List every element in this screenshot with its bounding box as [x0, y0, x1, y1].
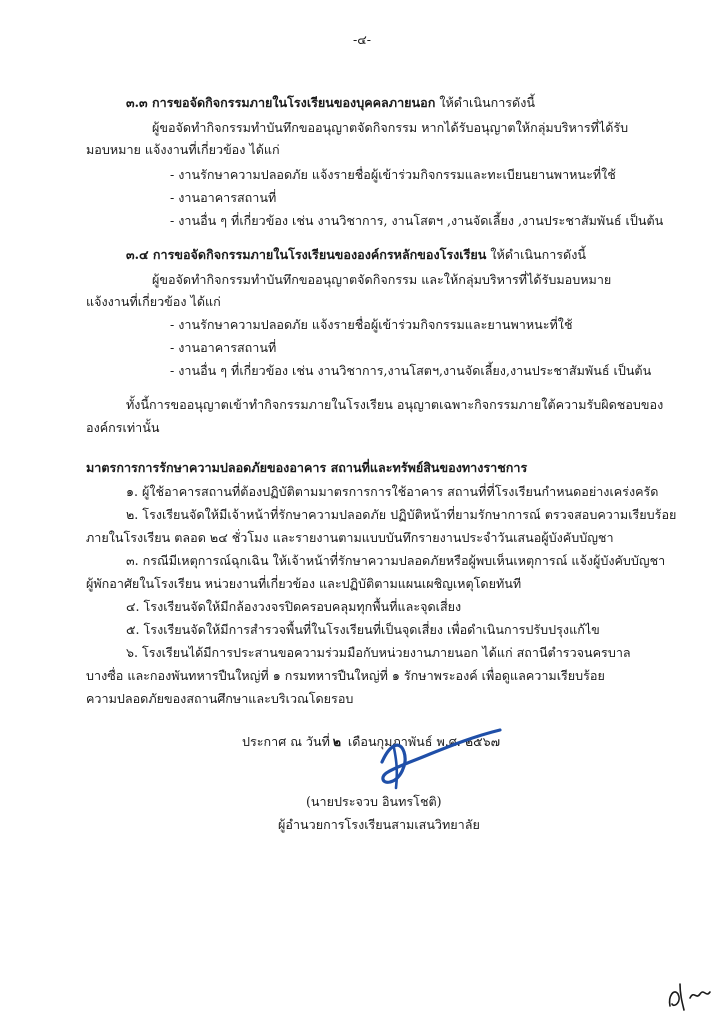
section-3-4-item: - งานรักษาความปลอดภัย แจ้งรายชื่อผู้เข้าร่วมกิจกรรมและยานพาหนะที่ใช้ — [170, 317, 573, 332]
section-3-4-title: ๓.๔ การขอจัดกิจกรรมภายในโรงเรียนขององค์กรหลักของโรงเรียน — [126, 247, 487, 262]
section-3-4-title-tail: ให้ดำเนินการดังนี้ — [490, 247, 586, 262]
measure-item-3-line-2: ผู้พักอาศัยในโรงเรียน หน่วยงานที่เกี่ยวข้อง และปฏิบัติตามแผนเผชิญเหตุโดยทันที — [86, 576, 522, 591]
measure-item-4: ๔. โรงเรียนจัดให้มีกล้องวงจรปิดครอบคลุมทุกพื้นที่และจุดเสี่ยง — [126, 599, 462, 614]
signer-title: ผู้อำนวยการโรงเรียนสามเสนวิทยาลัย — [278, 817, 480, 832]
announcement-prefix: ประกาศ ณ วันที่ — [242, 734, 330, 749]
section-3-3-item: - งานรักษาความปลอดภัย แจ้งรายชื่อผู้เข้าร่วมกิจกรรมและทะเบียนยานพาหนะที่ใช้ — [170, 167, 616, 182]
page-number: -๔- — [352, 32, 372, 47]
section-3-3-heading — [126, 91, 535, 114]
section-3-3-title-tail: ให้ดำเนินการดังนี้ — [439, 95, 535, 110]
note-line-2: องค์กรเท่านั้น — [86, 420, 160, 435]
section-3-4-item: - งานอื่น ๆ ที่เกี่ยวข้อง เช่น งานวิชาการ,งานโสตฯ,งานจัดเลี้ยง,งานประชาสัมพันธ์ เป็นต้น — [170, 363, 652, 378]
measures-heading: มาตรการการรักษาความปลอดภัยของอาคาร สถานที่และทรัพย์สินของทางราชการ — [86, 460, 528, 475]
section-3-3-item: - งานอื่น ๆ ที่เกี่ยวข้อง เช่น งานวิชาการ, งานโสตฯ ,งานจัดเลี้ยง ,งานประชาสัมพันธ์ เป็นต้น — [170, 213, 664, 228]
measure-item-6-line-1: ๖. โรงเรียนได้มีการประสานขอความร่วมมือกับหน่วยงานภายนอก ได้แก่ สถานีตำรวจนครบาล — [126, 645, 631, 660]
section-3-4-paragraph-line-1: ผู้ขอจัดทำกิจกรรมทำบันทึกขออนุญาตจัดกิจกรรม และให้กลุ่มบริหารที่ได้รับมอบหมาย — [152, 272, 612, 287]
measure-item-1: ๑. ผู้ใช้อาคารสถานที่ต้องปฏิบัติตามมาตรการการใช้อาคาร สถานที่ที่โรงเรียนกำหนดอย่างเคร่งครัด — [126, 484, 659, 499]
signature-mark — [360, 722, 510, 792]
initials-mark — [664, 976, 714, 1014]
measure-item-6-line-3: ความปลอดภัยของสถานศึกษาและบริเวณโดยรอบ — [86, 691, 354, 706]
announcement-suffix: เดือนกุมภาพันธ์ พ.ศ. ๒๕๖๗ — [347, 734, 501, 749]
signer-name: (นายประจวบ อินทรโชติ) — [306, 794, 442, 809]
section-3-4-heading — [126, 243, 586, 266]
measure-item-5: ๕. โรงเรียนจัดให้มีการสำรวจพื้นที่ในโรงเรียนที่เป็นจุดเสี่ยง เพื่อดำเนินการปรับปรุงแก้ไข — [126, 622, 600, 637]
section-3-3-paragraph-line-2: มอบหมาย แจ้งงานที่เกี่ยวข้อง ได้แก่ — [86, 142, 280, 157]
section-3-3-paragraph-line-1: ผู้ขอจัดทำกิจกรรมทำบันทึกขออนุญาตจัดกิจกรรม หากได้รับอนุญาตให้กลุ่มบริหารที่ได้รับ — [152, 120, 629, 135]
section-3-4-paragraph-line-2: แจ้งงานที่เกี่ยวข้อง ได้แก่ — [86, 294, 221, 309]
measure-item-2-line-2: ภายในโรงเรียน ตลอด ๒๔ ชั่วโมง และรายงานตามแบบบันทึกรายงานประจำวันเสนอผู้บังคับบัญชา — [86, 530, 614, 545]
measure-item-3-line-1: ๓. กรณีมีเหตุการณ์ฉุกเฉิน ให้เจ้าหน้าที่รักษาความปลอดภัยหรือผู้พบเห็นเหตุการณ์ แจ้งผู้บังคับบัญชา — [126, 553, 666, 568]
note-line-1: ทั้งนี้การขออนุญาตเข้าทำกิจกรรมภายในโรงเรียน อนุญาตเฉพาะกิจกรรมภายใต้ความรับผิดชอบของ — [126, 397, 664, 412]
section-3-4-item: - งานอาคารสถานที่ — [170, 340, 277, 355]
announcement-day: ๒ — [332, 734, 342, 749]
section-3-3-item: - งานอาคารสถานที่ — [170, 190, 277, 205]
measure-item-6-line-2: บางซื่อ และกองพันทหารปืนใหญ่ที่ ๑ กรมทหารปืนใหญ่ที่ ๑ รักษาพระองค์ เพื่อดูแลความเรียบร้อย — [86, 668, 605, 683]
measure-item-2-line-1: ๒. โรงเรียนจัดให้มีเจ้าหน้าที่รักษาความปลอดภัย ปฏิบัติหน้าที่ยามรักษาการณ์ ตรวจสอบความเรียบร้อย — [126, 507, 677, 522]
section-3-3-title: ๓.๓ การขอจัดกิจกรรมภายในโรงเรียนของบุคคลภายนอก — [126, 95, 436, 110]
